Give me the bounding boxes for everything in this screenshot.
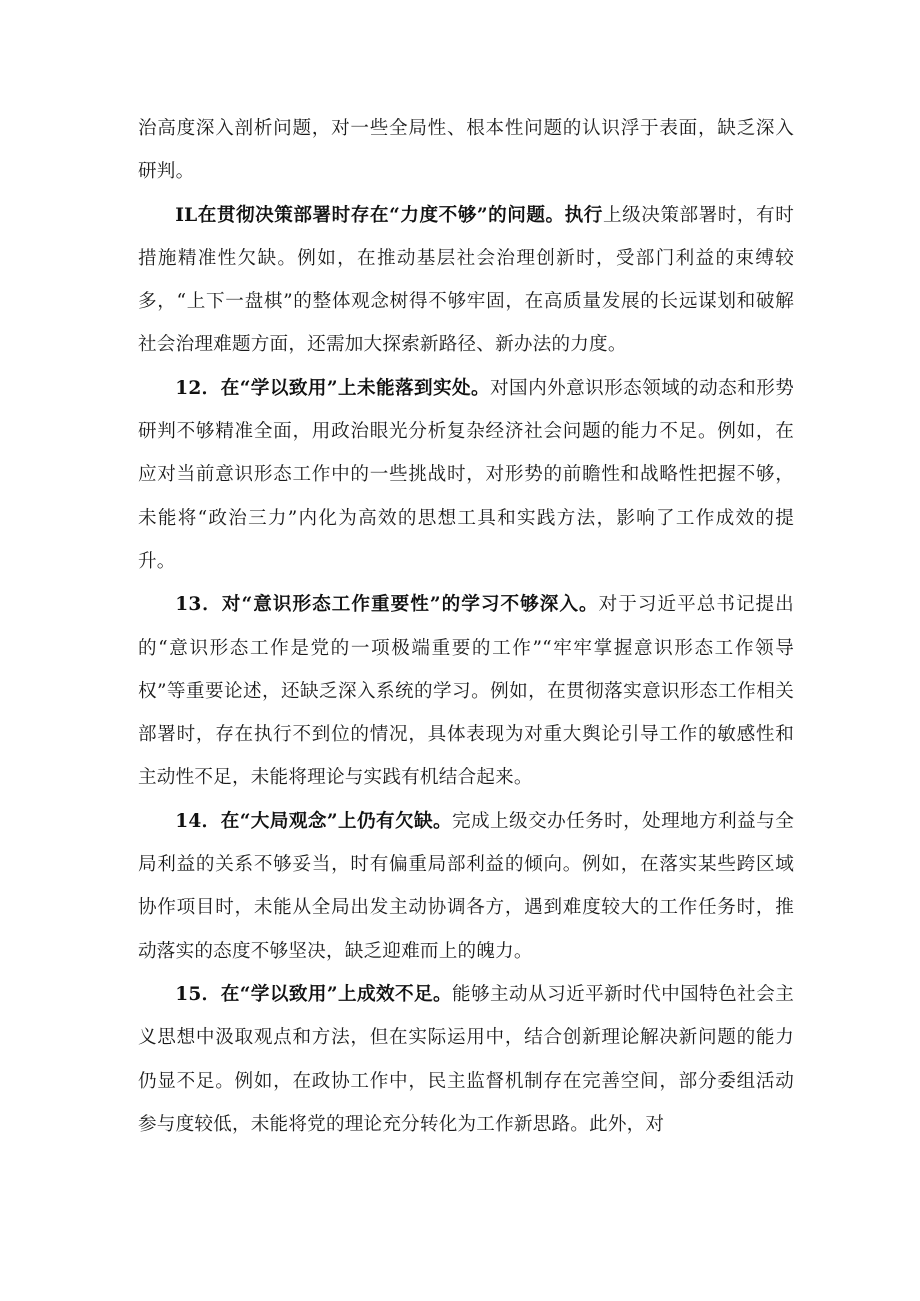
paragraph-item-13 [138, 583, 794, 799]
paragraph-body: 对于习近平总书记提出的“意识形态工作是党的一项极端重要的工作”“牢牢掌握意识形态工作领导权”等重要论述，还缺乏深入系统的学习。例如，在贯彻落实意识形态工作相关部署时，存在执行不到位的情况，具体表现为对重大舆论引导工作的敏感性和主动性不足，未能将理论与实践有机结合起来。 [138, 594, 794, 789]
paragraph-heading: 14．在“大局观念”上仍有欠缺。 [175, 810, 453, 832]
paragraph-heading: IL在贯彻决策部署时存在“力度不够”的问题。执行 [175, 204, 603, 226]
paragraph-item-12 [138, 367, 794, 583]
paragraph-heading: 13．对“意识形态工作重要性”的学习不够深入。 [175, 594, 599, 616]
document-body [138, 107, 794, 1146]
paragraph-body: 上级决策部署时，有时措施精准性欠缺。例如，在推动基层社会治理创新时，受部门利益的束缚较多，“上下一盘棋”的整体观念树得不够牢固，在高质量发展的长远谋划和破解社会治理难题方面，还需加大探索新路径、新办法的力度。 [138, 204, 794, 356]
paragraph-continuation [138, 107, 794, 194]
paragraph-item-11 [138, 194, 794, 367]
paragraph-item-14 [138, 800, 794, 973]
paragraph-body: 能够主动从习近平新时代中国特色社会主义思想中汲取观点和方法，但在实际运用中，结合创新理论解决新问题的能力仍显不足。例如，在政协工作中，民主监督机制存在完善空间，部分委组活动参与度较低，未能将党的理论充分转化为工作新思路。此外，对 [138, 983, 794, 1135]
paragraph-heading: 12．在“学以致用”上未能落到实处。 [175, 377, 491, 399]
paragraph-item-15 [138, 973, 794, 1146]
paragraph-body: 完成上级交办任务时，处理地方利益与全局利益的关系不够妥当，时有偏重局部利益的倾向。例如，在落实某些跨区域协作项目时，未能从全局出发主动协调各方，遇到难度较大的工作任务时，推动落实的态度不够坚决，缺乏迎难而上的魄力。 [138, 810, 794, 962]
paragraph-body: 对国内外意识形态领域的动态和形势研判不够精准全面，用政治眼光分析复杂经济社会问题的能力不足。例如，在应对当前意识形态工作中的一些挑战时，对形势的前瞻性和战略性把握不够，未能将“政治三力”内化为高效的思想工具和实践方法，影响了工作成效的提升。 [138, 377, 794, 572]
paragraph-body: 治高度深入剖析问题，对一些全局性、根本性问题的认识浮于表面，缺乏深入研判。 [138, 118, 794, 183]
paragraph-heading: 15．在“学以致用”上成效不足。 [175, 983, 453, 1005]
